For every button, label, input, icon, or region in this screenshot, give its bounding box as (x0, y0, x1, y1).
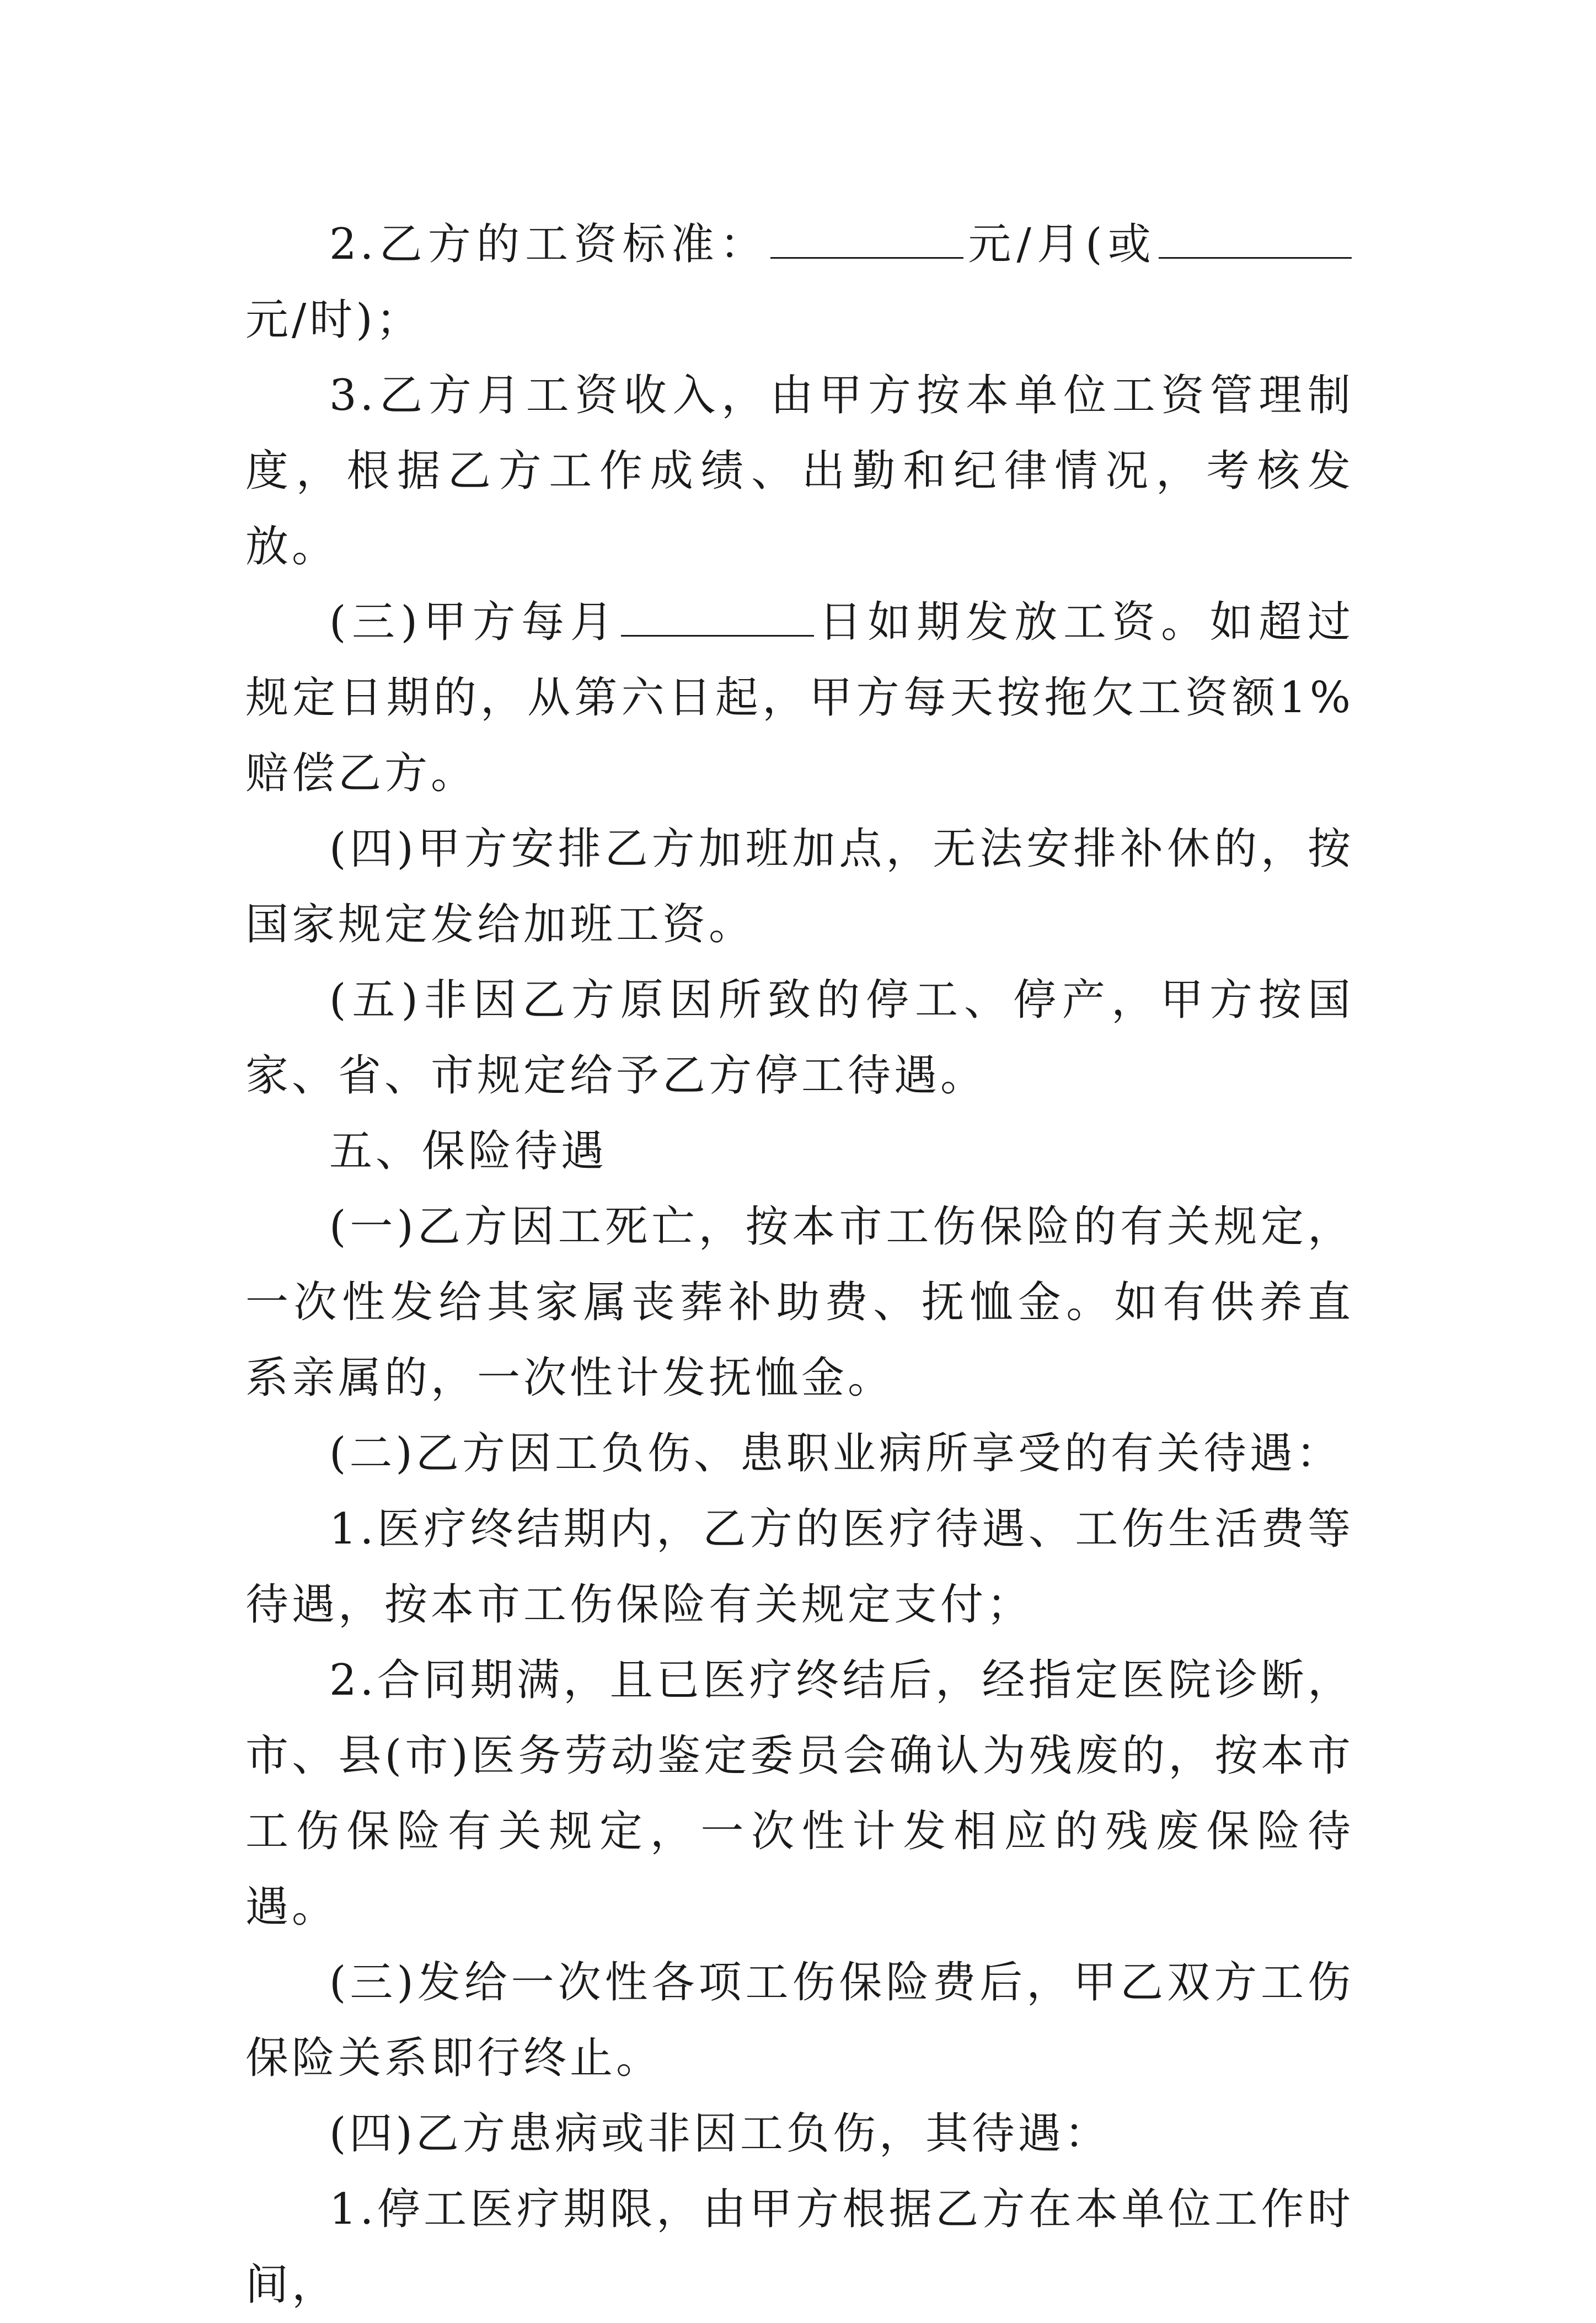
monthly-wage-blank (770, 213, 963, 259)
pay-date-text: 日如期发放工资。如超过规定日期的，从第六日起，甲方每天按拖欠工资额1%赔偿乙方。 (245, 597, 1354, 798)
paragraph-wage-standard (245, 207, 1354, 358)
pay-date-label: (三)甲方每月 (329, 597, 619, 647)
paragraph-work-death: (一)乙方因工死亡，按本市工伤保险的有关规定，一次性发给其家属丧葬补助费、抚恤金。如有供养直系亲属的，一次性计发抚恤金。 (245, 1202, 1354, 1403)
paragraph-illness: (四)乙方患病或非因工负伤，其待遇： (329, 2109, 1111, 2159)
paragraph-disability: 2.合同期满，且已医疗终结后，经指定医院诊断，市、县(市)医务劳动鉴定委员会确认为残废的，按本市工伤保险有关规定，一次性计发相应的残废保险待遇。 (245, 1656, 1354, 1932)
hourly-wage-blank (1159, 213, 1352, 259)
paragraph-medical-term: 1.医疗终结期内，乙方的医疗待遇、工伤生活费等待遇，按本市工伤保险有关规定支付； (245, 1504, 1354, 1630)
document-body (245, 207, 1354, 2323)
paragraph-termination: (三)发给一次性各项工伤保险费后，甲乙双方工伤保险关系即行终止。 (245, 1958, 1354, 2083)
section-heading-insurance: 五、保险待遇 (329, 1126, 608, 1176)
wage-standard-unit-hour: 元/时)； (245, 295, 422, 345)
wage-standard-unit-month: 元/月(或 (966, 220, 1156, 269)
paragraph-medical-period: 1.停工医疗期限，由甲方根据乙方在本单位工作时间， (245, 2185, 1354, 2310)
paragraph-work-injury: (二)乙方因工负伤、患职业病所享受的有关待遇： (329, 1429, 1342, 1478)
wage-standard-label: 2.乙方的工资标准： (329, 220, 769, 269)
paragraph-overtime: (四)甲方安排乙方加班加点，无法安排补休的，按国家规定发给加班工资。 (245, 824, 1354, 949)
paragraph-pay-date (245, 585, 1354, 811)
paragraph-shutdown: (五)非因乙方原因所致的停工、停产，甲方按国家、省、市规定给予乙方停工待遇。 (245, 975, 1354, 1101)
pay-day-blank (621, 591, 814, 637)
paragraph-monthly-income: 3.乙方月工资收入，由甲方按本单位工资管理制度，根据乙方工作成绩、出勤和纪律情况，考核发放。 (245, 371, 1354, 572)
